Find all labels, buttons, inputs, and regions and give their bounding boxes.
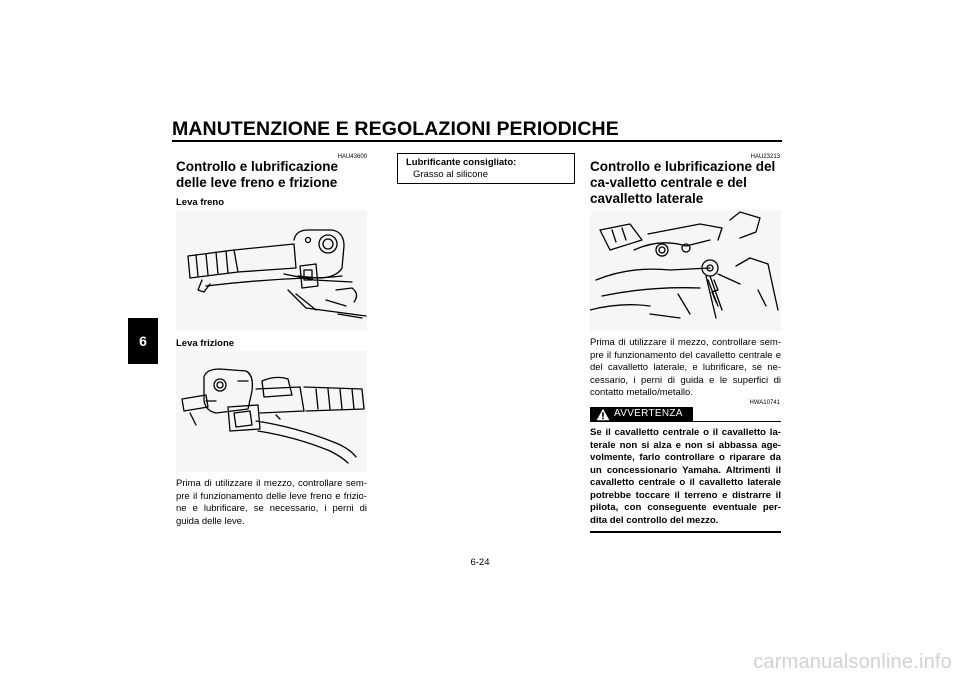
clutch-lever-illustration xyxy=(176,351,367,472)
brake-lever-illustration xyxy=(176,210,367,331)
warning-label: AVVERTENZA xyxy=(614,408,683,419)
section-code: HAU43600 xyxy=(337,154,367,160)
page-header-title: MANUTENZIONE E REGOLAZIONI PERIODICHE xyxy=(172,118,619,140)
lubricant-spec-label: Lubrificante consigliato: xyxy=(406,157,517,168)
section-heading-stands: Controllo e lubrificazione del ca-valletto centrale e del cavalletto laterale xyxy=(590,159,776,206)
warning-code: HWA10741 xyxy=(749,400,780,406)
levers-body-text: Prima di utilizzare il mezzo, controllare sem-pre il funzionamento delle leve freno e frizio-ne e lubrificare, se necessario, i perni di guida delle leve. xyxy=(176,478,367,527)
lubricant-spec-box xyxy=(397,153,575,184)
clutch-lever-label: Leva frizione xyxy=(176,338,235,349)
watermark: carmanualsonline.info xyxy=(753,651,952,673)
brake-lever-label: Leva freno xyxy=(176,197,225,208)
section-code: HAU23213 xyxy=(750,154,780,160)
lubricant-spec-value: Grasso al silicone xyxy=(413,168,488,180)
warning-text: Se il cavalletto centrale o il cavalletto la-terale non si alza e non si abbassa age-volmente, farlo controllare o riparare da un concessionario Yamaha. Altrimenti il cavalletto centrale o il cavalletto laterale potrebbe toccare il terreno e distrarre il pilota, con conseguente eventuale per-dita del controllo del mezzo. xyxy=(590,427,781,526)
stand-illustration xyxy=(590,210,781,331)
stands-body-text: Prima di utilizzare il mezzo, controllare sem-pre il funzionamento del cavalletto centrale e del cavalletto laterale, e lubrificare, se ne-cessario, i perni di guida e le superfici di contatto metallo/metallo. xyxy=(590,337,781,398)
page-number: 6-24 xyxy=(470,557,490,568)
header-rule xyxy=(172,140,782,142)
chapter-tab: 6 xyxy=(128,318,158,364)
warning-top-rule xyxy=(693,421,781,422)
warning-bottom-rule xyxy=(590,531,781,533)
warning-triangle-icon xyxy=(596,408,610,421)
warning-badge xyxy=(590,407,693,422)
section-heading-levers: Controllo e lubrificazione delle leve freno e frizione xyxy=(176,159,339,190)
